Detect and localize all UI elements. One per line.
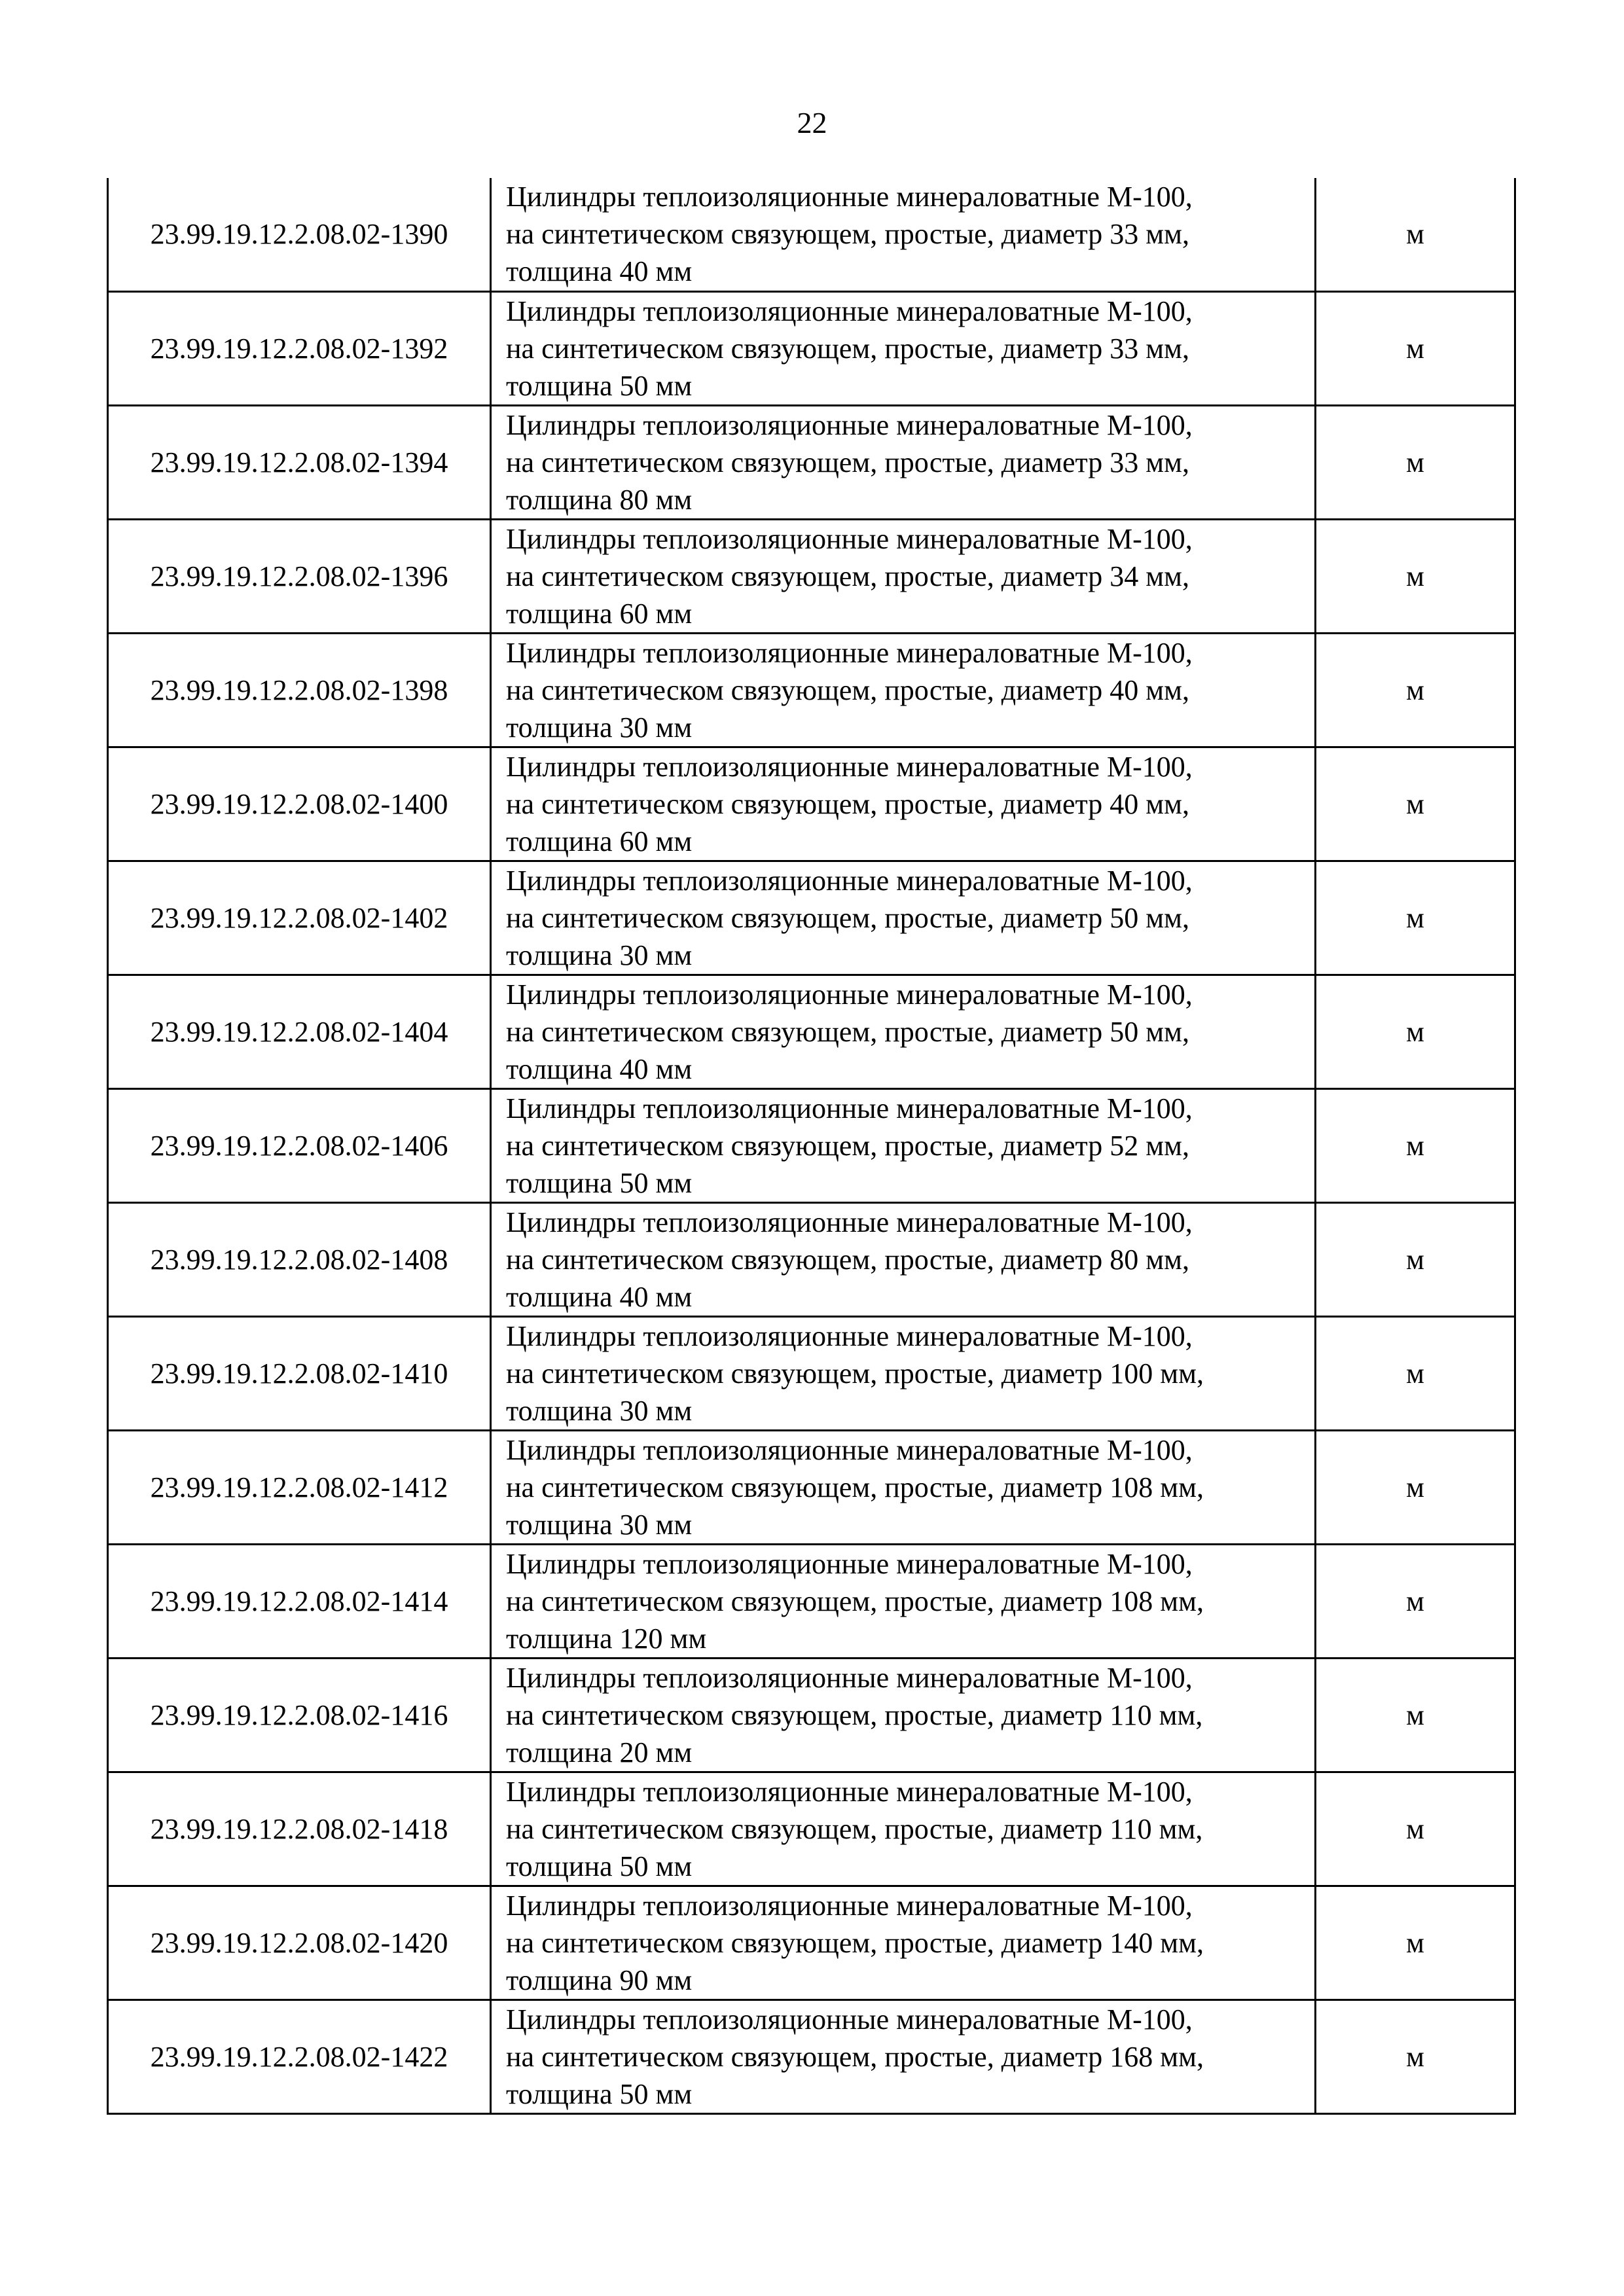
material-code-cell: 23.99.19.12.2.08.02-1398	[108, 633, 491, 747]
material-name-cell	[491, 1088, 1316, 1202]
material-name-line: на синтетическом связующем, простые, диаметр 40 мм,	[506, 787, 1189, 820]
unit-cell: м	[1316, 1202, 1515, 1316]
material-name-line: толщина 60 мм	[506, 825, 693, 857]
material-name-line: толщина 50 мм	[506, 1166, 693, 1199]
material-name-line: на синтетическом связующем, простые, диаметр 33 мм,	[506, 218, 1189, 251]
material-name-line: Цилиндры теплоизоляционные минераловатные М-100,	[506, 181, 1193, 213]
material-name-line: Цилиндры теплоизоляционные минераловатные М-100,	[506, 1319, 1193, 1352]
materials-table	[107, 178, 1516, 2115]
material-name-cell	[491, 405, 1316, 519]
material-name-cell	[491, 1886, 1316, 2000]
table-row	[108, 1316, 1515, 1430]
material-name-line: толщина 50 мм	[506, 1850, 693, 1882]
material-name-line: Цилиндры теплоизоляционные минераловатные М-100,	[506, 1206, 1193, 1238]
material-name-cell	[491, 291, 1316, 405]
unit-cell: м	[1316, 519, 1515, 633]
material-name-line: толщина 40 мм	[506, 255, 693, 288]
material-name-line: Цилиндры теплоизоляционные минераловатные М-100,	[506, 1889, 1193, 1922]
material-name-line: Цилиндры теплоизоляционные минераловатные М-100,	[506, 1433, 1193, 1466]
material-code-cell: 23.99.19.12.2.08.02-1406	[108, 1088, 491, 1202]
material-name-cell	[491, 1316, 1316, 1430]
material-name-line: на синтетическом связующем, простые, диаметр 168 мм,	[506, 2040, 1204, 2073]
unit-cell: м	[1316, 1316, 1515, 1430]
table-row	[108, 633, 1515, 747]
material-name-line: на синтетическом связующем, простые, диаметр 52 мм,	[506, 1129, 1189, 1162]
unit-cell: м	[1316, 178, 1515, 291]
material-name-line: на синтетическом связующем, простые, диаметр 108 мм,	[506, 1471, 1204, 1503]
table-row	[108, 1772, 1515, 1886]
materials-table-body	[108, 178, 1515, 2113]
material-code-cell: 23.99.19.12.2.08.02-1396	[108, 519, 491, 633]
material-name-line: на синтетическом связующем, простые, диаметр 40 мм,	[506, 673, 1189, 706]
unit-cell: м	[1316, 2000, 1515, 2113]
table-row	[108, 747, 1515, 861]
unit-cell: м	[1316, 1544, 1515, 1658]
table-row	[108, 178, 1515, 291]
material-name-line: толщина 30 мм	[506, 939, 693, 971]
material-name-line: толщина 50 мм	[506, 369, 693, 402]
table-row	[108, 1658, 1515, 1772]
material-code-cell: 23.99.19.12.2.08.02-1410	[108, 1316, 491, 1430]
material-name-cell	[491, 1430, 1316, 1544]
material-name-cell	[491, 1202, 1316, 1316]
material-code-cell: 23.99.19.12.2.08.02-1418	[108, 1772, 491, 1886]
table-row	[108, 1886, 1515, 2000]
material-name-line: толщина 40 мм	[506, 1280, 693, 1313]
material-code-cell: 23.99.19.12.2.08.02-1408	[108, 1202, 491, 1316]
table-row	[108, 975, 1515, 1088]
material-name-line: толщина 120 мм	[506, 1622, 707, 1655]
material-name-line: Цилиндры теплоизоляционные минераловатные М-100,	[506, 408, 1193, 441]
material-name-line: толщина 80 мм	[506, 483, 693, 516]
unit-cell: м	[1316, 1658, 1515, 1772]
material-name-line: Цилиндры теплоизоляционные минераловатные М-100,	[506, 1092, 1193, 1124]
material-name-line: на синтетическом связующем, простые, диаметр 140 мм,	[506, 1926, 1204, 1959]
table-row	[108, 291, 1515, 405]
material-name-line: толщина 60 мм	[506, 597, 693, 630]
material-code-cell: 23.99.19.12.2.08.02-1422	[108, 2000, 491, 2113]
material-name-cell	[491, 519, 1316, 633]
material-code-cell: 23.99.19.12.2.08.02-1414	[108, 1544, 491, 1658]
table-row	[108, 1202, 1515, 1316]
material-name-line: на синтетическом связующем, простые, диаметр 110 мм,	[506, 1812, 1203, 1845]
material-name-line: Цилиндры теплоизоляционные минераловатные М-100,	[506, 1775, 1193, 1808]
unit-cell: м	[1316, 1772, 1515, 1886]
material-name-cell	[491, 861, 1316, 975]
unit-cell: м	[1316, 405, 1515, 519]
material-name-line: Цилиндры теплоизоляционные минераловатные М-100,	[506, 1547, 1193, 1580]
material-code-cell: 23.99.19.12.2.08.02-1394	[108, 405, 491, 519]
material-name-line: Цилиндры теплоизоляционные минераловатные М-100,	[506, 1661, 1193, 1694]
unit-cell: м	[1316, 633, 1515, 747]
table-row	[108, 861, 1515, 975]
material-name-line: Цилиндры теплоизоляционные минераловатные М-100,	[506, 864, 1193, 897]
material-code-cell: 23.99.19.12.2.08.02-1390	[108, 178, 491, 291]
unit-cell: м	[1316, 1886, 1515, 2000]
material-name-line: толщина 50 мм	[506, 2077, 693, 2110]
material-name-line: Цилиндры теплоизоляционные минераловатные М-100,	[506, 750, 1193, 783]
material-name-line: толщина 30 мм	[506, 1508, 693, 1541]
material-name-line: толщина 40 мм	[506, 1052, 693, 1085]
table-row	[108, 1430, 1515, 1544]
material-name-line: Цилиндры теплоизоляционные минераловатные М-100,	[506, 636, 1193, 669]
unit-cell: м	[1316, 975, 1515, 1088]
table-row	[108, 1544, 1515, 1658]
material-name-cell	[491, 633, 1316, 747]
material-name-line: на синтетическом связующем, простые, диаметр 110 мм,	[506, 1698, 1203, 1731]
material-code-cell: 23.99.19.12.2.08.02-1400	[108, 747, 491, 861]
material-code-cell: 23.99.19.12.2.08.02-1416	[108, 1658, 491, 1772]
material-name-cell	[491, 1772, 1316, 1886]
material-name-line: толщина 20 мм	[506, 1736, 693, 1768]
material-name-cell	[491, 2000, 1316, 2113]
material-code-cell: 23.99.19.12.2.08.02-1404	[108, 975, 491, 1088]
unit-cell: м	[1316, 747, 1515, 861]
material-name-line: Цилиндры теплоизоляционные минераловатные М-100,	[506, 2003, 1193, 2036]
material-name-line: толщина 30 мм	[506, 711, 693, 744]
page-number: 22	[797, 106, 827, 139]
material-name-line: на синтетическом связующем, простые, диаметр 33 мм,	[506, 332, 1189, 365]
material-name-line: толщина 90 мм	[506, 1964, 693, 1996]
material-name-line: толщина 30 мм	[506, 1394, 693, 1427]
material-code-cell: 23.99.19.12.2.08.02-1402	[108, 861, 491, 975]
table-row	[108, 2000, 1515, 2113]
material-name-cell	[491, 1658, 1316, 1772]
material-name-cell	[491, 1544, 1316, 1658]
material-name-cell	[491, 975, 1316, 1088]
material-name-line: на синтетическом связующем, простые, диаметр 50 мм,	[506, 1015, 1189, 1048]
table-row	[108, 519, 1515, 633]
material-name-line: на синтетическом связующем, простые, диаметр 33 мм,	[506, 446, 1189, 478]
material-name-cell	[491, 747, 1316, 861]
material-name-cell	[491, 178, 1316, 291]
material-code-cell: 23.99.19.12.2.08.02-1412	[108, 1430, 491, 1544]
material-name-line: Цилиндры теплоизоляционные минераловатные М-100,	[506, 978, 1193, 1011]
material-name-line: Цилиндры теплоизоляционные минераловатные М-100,	[506, 522, 1193, 555]
unit-cell: м	[1316, 291, 1515, 405]
unit-cell: м	[1316, 861, 1515, 975]
material-name-line: на синтетическом связующем, простые, диаметр 80 мм,	[506, 1243, 1189, 1276]
table-row	[108, 405, 1515, 519]
table-row	[108, 1088, 1515, 1202]
unit-cell: м	[1316, 1430, 1515, 1544]
material-name-line: на синтетическом связующем, простые, диаметр 34 мм,	[506, 560, 1189, 592]
material-name-line: на синтетическом связующем, простые, диаметр 108 мм,	[506, 1585, 1204, 1617]
material-name-line: на синтетическом связующем, простые, диаметр 50 мм,	[506, 901, 1189, 934]
unit-cell: м	[1316, 1088, 1515, 1202]
material-code-cell: 23.99.19.12.2.08.02-1392	[108, 291, 491, 405]
material-name-line: Цилиндры теплоизоляционные минераловатные М-100,	[506, 295, 1193, 327]
material-name-line: на синтетическом связующем, простые, диаметр 100 мм,	[506, 1357, 1204, 1390]
material-code-cell: 23.99.19.12.2.08.02-1420	[108, 1886, 491, 2000]
